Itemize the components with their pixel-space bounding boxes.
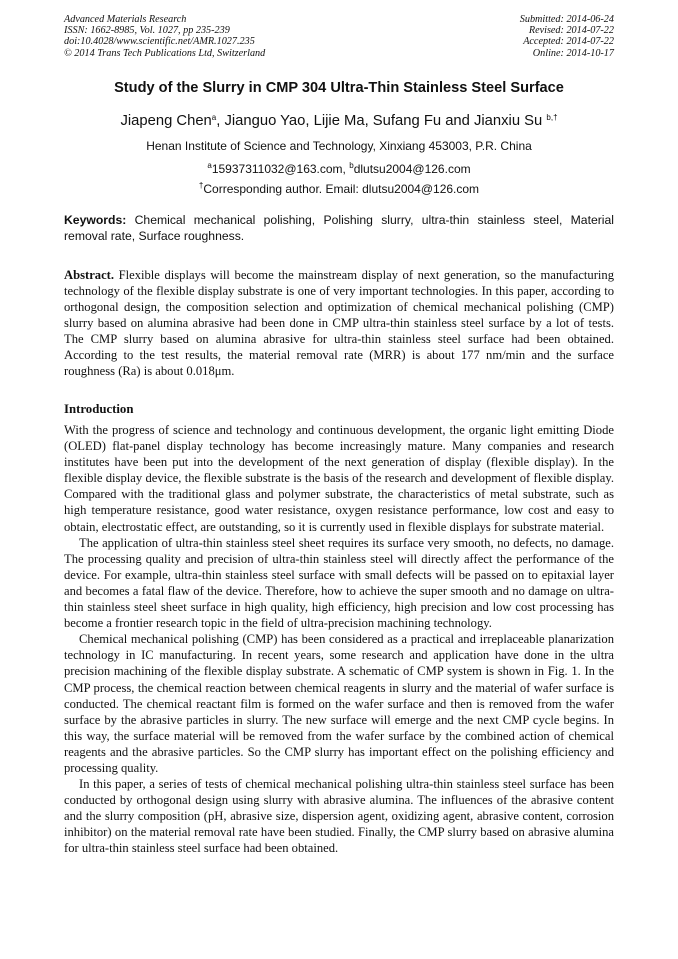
email-b-sup: b [349, 161, 354, 170]
revised-date: Revised: 2014-07-22 [528, 25, 614, 37]
keywords-text: Chemical mechanical polishing, Polishing slurry, ultra-thin stainless steel, Material removal rate, Surface roughness. [64, 213, 614, 243]
corresponding-text: Corresponding author. Email: dlutsu2004@126.com [203, 182, 480, 196]
issn-line: ISSN: 1662-8985, Vol. 1027, pp 235-239 [64, 25, 230, 37]
keywords-label: Keywords: [64, 213, 127, 227]
paper-title: Study of the Slurry in CMP 304 Ultra-Thin Stainless Steel Surface [114, 80, 564, 96]
keywords [64, 213, 614, 244]
accepted-date: Accepted: 2014-07-22 [523, 36, 614, 48]
introduction-body [64, 422, 614, 857]
corresponding-author [30, 182, 648, 196]
author-emails [30, 162, 648, 176]
email-a[interactable]: 15937311032@163.com, [211, 162, 350, 176]
submitted-date: Submitted: 2014-06-24 [519, 14, 614, 25]
affiliation: Henan Institute of Science and Technology, Xinxiang 453003, P.R. China [146, 139, 532, 153]
other-authors: , Jianguo Yao, Lijie Ma, Sufang Fu and Jianxiu Su [216, 113, 547, 129]
author-1-sup: a [211, 113, 217, 122]
abstract [64, 267, 614, 379]
introduction-heading: Introduction [64, 402, 134, 416]
author-1: Jiapeng Chen [120, 113, 212, 129]
email-a-sup: a [207, 161, 212, 170]
intro-paragraph-1: With the progress of science and technology and continuous development, the organic light emitting Diode (OLED) flat-panel display technology has become increasingly mature. Many companies and research institutes have been put into the development of the next generation of display (flexible display). In the flexible display device, the flexible substrate is the basis of the research and development of flexible display. Compared with the traditional glass and polymer substrate, the characteristics of metal substrate, such as high temperature resistance, good water resistance, oxygen resistance performance, low cost and easy to obtain, electrostatic effect, are outstanding, so it is currently used in flexible displays for substrate material. [64, 423, 614, 534]
abstract-label: Abstract. [64, 268, 115, 282]
author-list [30, 113, 648, 129]
intro-paragraph-4: In this paper, a series of tests of chemical mechanical polishing ultra-thin stainless steel surface has been conducted by orthogonal design using slurry with abrasive alumina. The influences of the abrasive content and the slurry composition (pH, abrasive size, dispersion agent, oxidizing agent, abrasive content, corrosion inhibitor) on the material removal rate have been studied. Finally, the CMP slurry based on abrasive alumina for ultra-thin stainless steel surface had been obtained. [64, 777, 614, 856]
abstract-text: Flexible displays will become the mainstream display of next generation, so the manufacturing technology of the flexible display substrate is one of very important technologies. In this paper, according to orthogonal design, the composition selection and optimization of chemical mechanical polishing (CMP) slurry based on alumina abrasive had been done in CMP ultra-thin stainless steel surface by a lot of tests. The CMP slurry based on alumina abrasive for ultra-thin stainless steel surface had been obtained. According to the test results, the material removal rate (MRR) is about 177 nm/min and the surface roughness (Ra) is about 0.018μm. [64, 268, 614, 378]
online-date: Online: 2014-10-17 [532, 47, 614, 59]
publication-dates [520, 14, 614, 59]
corresponding-sup: † [198, 181, 204, 190]
copyright-line: © 2014 Trans Tech Publications Ltd, Switzerland [64, 47, 266, 59]
journal-name: Advanced Materials Research [64, 14, 187, 25]
intro-paragraph-3: Chemical mechanical polishing (CMP) has been considered as a practical and irreplaceable planarization technology in IC manufacturing. In recent years, some research and application have done in the ultra precision machining of the flexible display substrate. A schematic of CMP system is shown in Fig. 1. In the CMP process, the chemical reaction between chemical reagents in slurry and the material of wafer surface is conducted. The chemical reactant film is formed on the wafer surface and then is removed from the wafer surface by the abrasive particles in slurry. The new surface will emerge and the next CMP cycle begins. In this way, the surface material will be removed from the wafer surface by the combined action of chemical reagents and the abrasive particles. So the CMP slurry has important effect on the polishing efficiency and processing quality. [64, 632, 614, 775]
intro-paragraph-2: The application of ultra-thin stainless steel sheet requires its surface very smooth, no defects, no damage. The processing quality and precision of ultra-thin stainless steel will directly affect the performance of the device. For example, ultra-thin stainless steel surface with small defects will be passed on to epitaxial layer and becomes a fatal flaw of the device. Therefore, how to achieve the super smooth and no damage on ultra-thin stainless steel sheet surface in high quality, high efficiency, high precision and low cost processing has become a frontier research topic in the field of ultra-precision machining technology. [64, 535, 614, 631]
last-author-sup: b,† [546, 113, 558, 122]
email-b[interactable]: dlutsu2004@126.com [353, 162, 471, 176]
journal-info [64, 14, 265, 59]
doi-line[interactable]: doi:10.4028/www.scientific.net/AMR.1027.235 [64, 36, 255, 48]
